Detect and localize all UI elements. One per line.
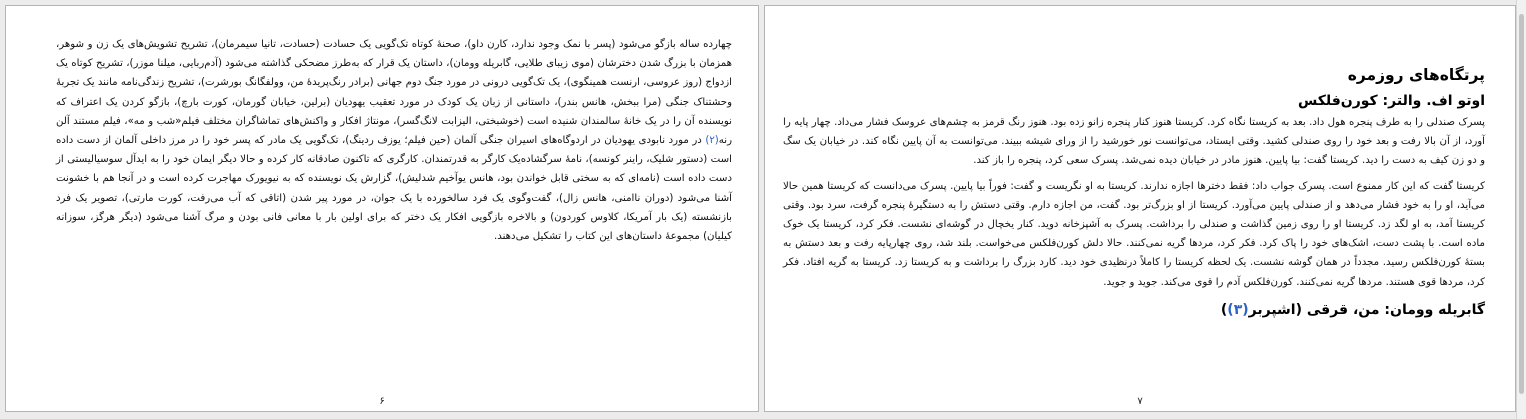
right-page-content xyxy=(783,66,1485,322)
footnote-ref-3[interactable]: (۳) xyxy=(1227,301,1249,318)
left-page xyxy=(5,5,759,412)
chapter-title: پرتگاه‌های روزمره xyxy=(1347,66,1485,84)
scrollbar-thumb[interactable] xyxy=(1519,14,1524,394)
story-title-cornflakes: اوتو اف. والتر: کورن‌فلکس xyxy=(1297,93,1485,109)
page-number-right: ۷ xyxy=(1137,396,1143,407)
story1-paragraph-2: کریستا گفت که این کار ممنوع است. پسرک جواب داد: فقط دخترها اجازه ندارند. کریستا به او نگریست و گفت: فوراً بیا پایین. پسرک می‌دانست که کریستا همین حالا می‌آید، او را به خود فشار می‌دهد و از صندلی پایین می‌آورد. کریستا از او بزرگ‌تر بود. گفت، من اجازه دارم. وقتی دستش را به دستگیرهٔ پنجره گرفت، سرد بود. وقتی کریستا آمد، به او لگد زد. کریستا او را روی زمین گذاشت و صندلی را برداشت. پسرک به آشپزخانه دوید. کنار یخچال در گوشه‌ای نشست. فکر کرد، کریستا یک خوک ماده است. با پشت دست، اشک‌های خود را پاک کرد. فکر کرد، مردها گریه نمی‌کنند. حالا دلش کورن‌فلکس می‌خواست. بلند شد، روی چهارپایه رفت و بعد دستش به بستهٔ کورن‌فلکس رسید. مجدداً در همان گوشه نشست. یک لحظه کریستا را کاملاً درنظیدی خود دید. کارد بزرگ را برداشت و به کریستا زد. کریستا به گریه افتاد. فکر کرد، مردها قوی هستند. مردها گریه نمی‌کنند. کورن‌فلکس آدم را قوی می‌کند. جوید و جوید. xyxy=(783,180,1485,288)
story1-paragraph-1: پسرک صندلی را به طرف پنجره هول داد. بعد به کریستا نگاه کرد. کریستا هنوز کنار پنجره زانو زده بود. هنوز رنگ قرمز به چشم‌های عروسک فشار می‌داد. چهار پایه را آورد، از آن بالا رفت و بعد خود را روی صندلی کشید. وقتی ایستاد، می‌توانست نور خورشید را از ورای شیشه ببیند. می‌توانست به آن پایین نگاه کند. در خیابان یک سگ و دو زن کیف به دست را دید. کریستا گفت: بیا پایین. هنوز مادر در خیابان دیده نمی‌شد. پسرک سعی کرد، پنجره را باز کند. xyxy=(783,117,1485,167)
story2-title-close: ) xyxy=(1220,301,1228,318)
vertical-scrollbar[interactable] xyxy=(1516,0,1526,419)
story-title-sparrowhawk xyxy=(783,302,1485,318)
left-page-paragraph xyxy=(56,35,732,246)
story2-title-text: گابریله وومان: من، قرقی (اشپربر xyxy=(1248,301,1485,318)
footnote-ref-2[interactable]: (۲) xyxy=(705,135,719,147)
left-paragraph-tail: در مورد نابودی یهودیان در اردوگاه‌های اسیران جنگی آلمان (حین فیلم؛ یوزف ردینگ)، تک‌گویی یک مادر که پسر خود را در مرز داخلی آلمان از دست داده است (دستور شلیک، راینر کونسه)، نامهٔ سرگشاده‌یک کارگر به قدرتمندان. کارگری که تاکنون صادقانه کار کرده و حالا دیگر ایمان خود را به ایدآل سوسیالیستی از دست داده است (نامه‌ای که به سختی قابل خواندن بود، هانس یوآخیم شدلیش)، گزارش یک نویسنده که به نیویورک مهاجرت کرده است و در آنجا هم با خشونت آشنا می‌شود (دوران ناامنی، هانس زال)، گفت‌وگوی یک فرد سالخورده با یک جوان، در مورد پیر شدن (اتاقی که آب می‌رفت، کورت مارتی)، تصویر یک فرد بازنشسته (یک بار آمریکا، کلاوس کوردون) و بالاخره بازگویی افکار یک دختر که برای اولین بار با معانی فانی بودن و مرگ آشنا می‌شود (دیگر هرگز، سوزانه کیلیان) مجموعهٔ داستان‌های این کتاب را تشکیل می‌دهند. xyxy=(56,135,732,243)
left-paragraph-text: چهارده ساله بازگو می‌شود (پسر با نمک وجود ندارد، کارن داو)، صحنهٔ کوتاه تک‌گویی یک حسادت (حسادت، تانیا سیمرمان)، تشریح تشویش‌های یک زن و شوهر، همزمان با بزرگ شدن دخترشان (موی زیبای طلایی، گابریله وومان)، داستان یک قرار که به‌طرز مضحکی گذاشته می‌شود (آدم‌ربایی، میلنا موزر)، تشریح کوتاه یک ازدواج (روز عروسی، ارنست همینگوی)، یک تک‌گویی درونی در مورد جنگ دوم جهانی (برادر رنگ‌پریدهٔ من، وولفگانگ بورشرت)، تشریح زندگی‌نامه مانند یک تجربهٔ وحشتناک جنگی (مرا ببخش، هانس بندر)، داستانی از زبان یک کودک در مورد تعقیب یهودیان (برلین، خیابان گورمان، کورت بارچ)، بازگو کردن یک اعتراف که نویسنده آن را در یک خانهٔ سالمندان شنیده است (خوشبختی، الیزابت لانگ‌گسر)، مونتاژ افکار و واکنش‌های تماشاگران مختلف فیلم«شب و مه»، فیلم مستند آلن رنه xyxy=(56,39,732,147)
right-page xyxy=(764,5,1516,412)
page-number-left: ۶ xyxy=(379,396,385,407)
